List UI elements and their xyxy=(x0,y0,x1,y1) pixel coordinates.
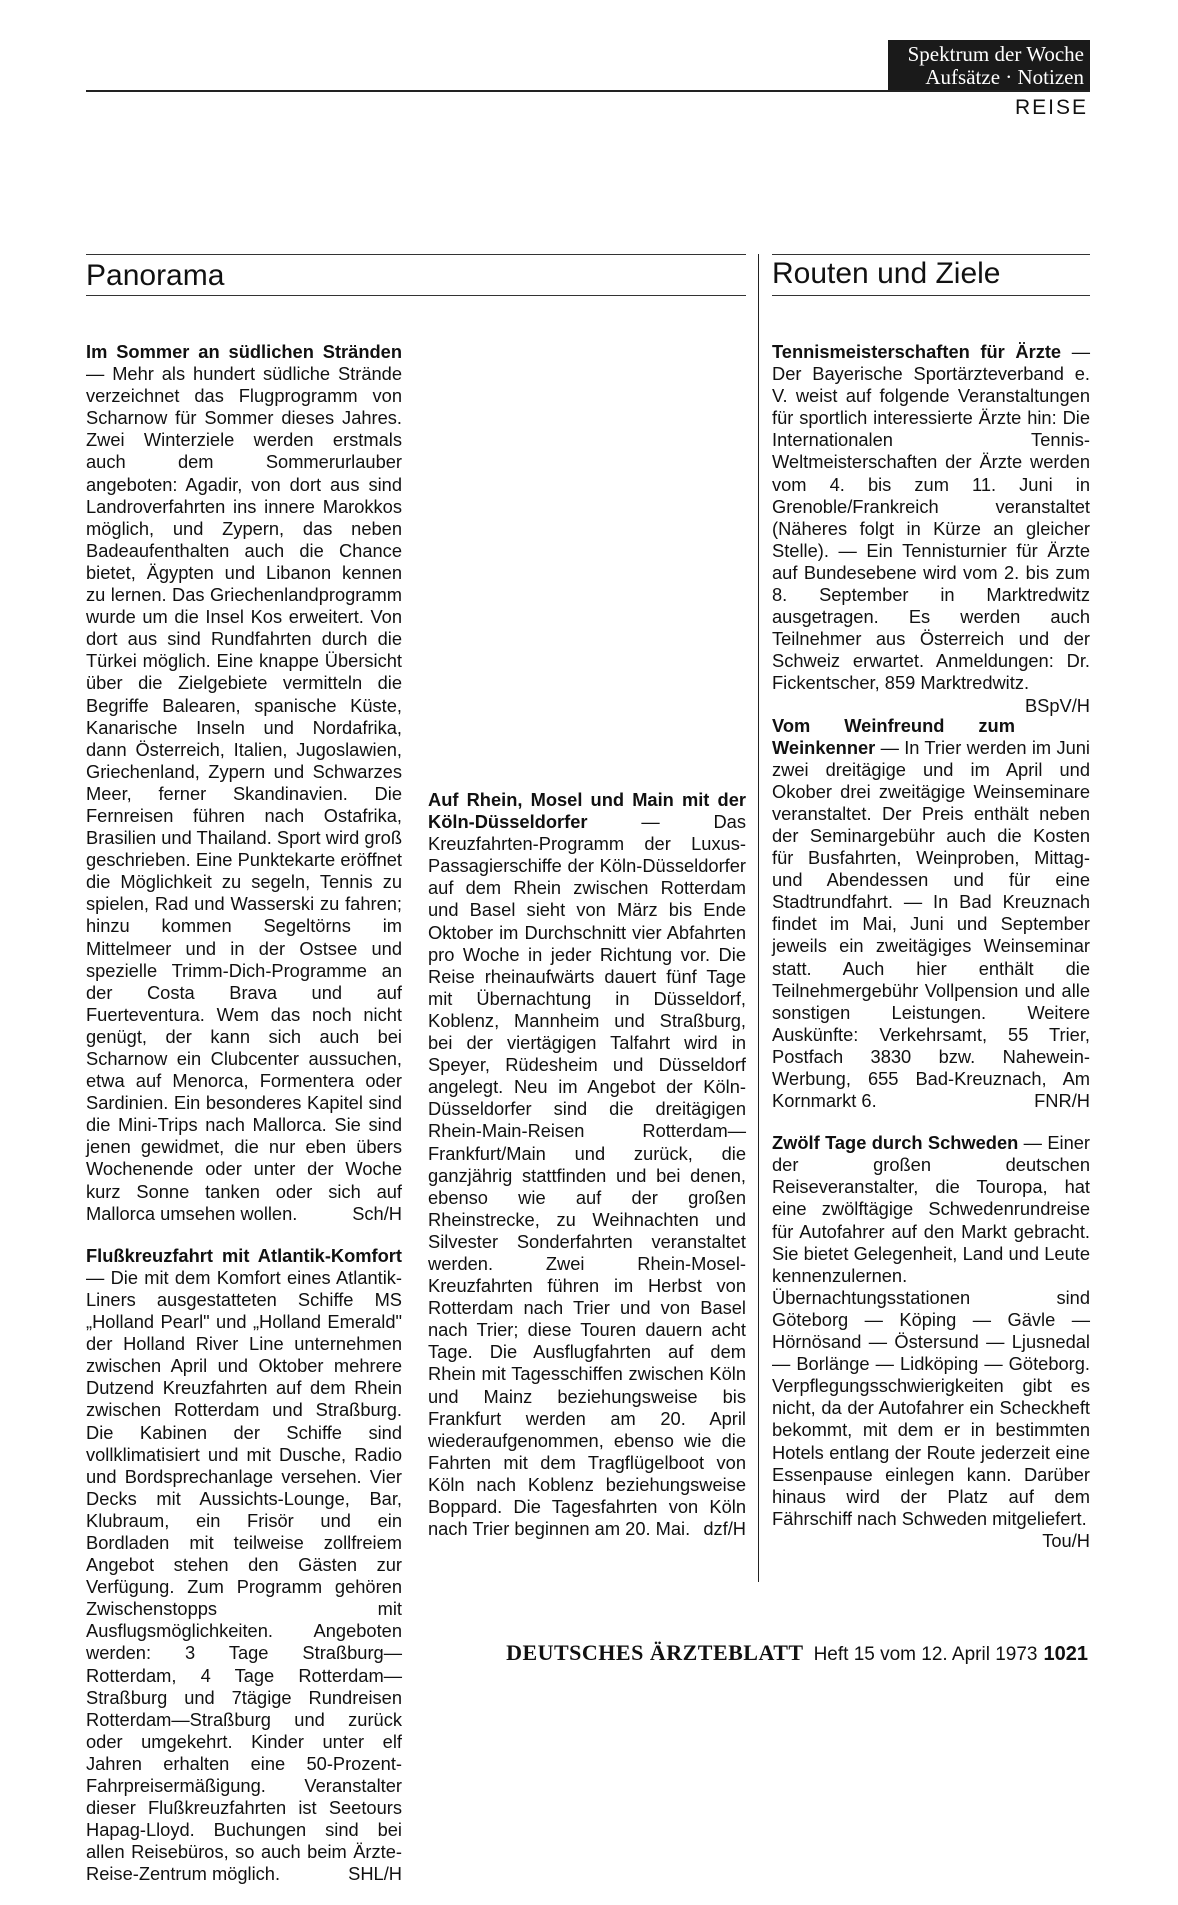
article-weinkenner: Vom Weinfreund zum Weinkenner — In Trier werden im Juni zwei dreitägige und im April und Okober drei zweitägige Weinseminare veranstaltet. Der Preis enthält neben der Seminargebühr auch die Kosten für Busfahrten, Weinproben, Mittag- und Abendessen und für eine Stadtrundfahrt. — In Bad Kreuznach findet im Mai, Juni und September jeweils ein zweitägiges Weinseminar statt. Auch hier enthält die Teilnehmergebühr Vollpension und alle sonstigen Leistungen. Weitere Auskünfte: Verkehrsamt, 55 Trier, Postfach 3830 bzw. Nahewein-Werbung, 655 Bad-Kreuznach, Am Kornmarkt 6. FNR/H xyxy=(772,714,1090,1112)
article-body: Mehr als hundert südliche Strände verzeichnet das Flugprogramm von Scharnow für Sommer dieses Jahres. Zwei Winterziele werden erstmals auch dem Sommerurlauber angeboten: Agadir, von dort aus sind Landroverfahrten ins innere Marokkos möglich, und Zypern, das neben Badeaufenthalten auch die Chance bietet, Ägypten und Libanon kennen zu lernen. Das Griechenlandprogramm wurde um die Insel Kos erweitert. Von dort aus sind Rundfahrten durch die Türkei möglich. Eine knappe Übersicht über die Zielgebiete vermitteln die Begriffe Balearen, spanische Küste, Kanarische Inseln und Nordafrika, dann Österreich, Italien, Jugoslawien, Griechenland, Zypern und Schwarzes Meer, ferner Skandinavien. Die Fernreisen führen nach Ostafrika, Brasilien und Thailand. Sport wird groß geschrieben. Eine Punktekarte eröffnet die Möglichkeit zu segeln, Tennis zu spielen, Rad und Wasserski zu fahren; hinzu kommen Segeltörns im Mittelmeer und in der Ostsee und spezielle Trimm-Dich-Programme an der Costa Brava und auf Fuerteventura. Wem das noch nicht genügt, der kann sich auch bei Scharnow ein Clubcenter aussuchen, etwa auf Menorca, Formentera oder Sardinien. Ein besonderes Kapitel sind die Mini-Trips nach Mallorca. Sie sind jenen gewidmet, die nur eben übers Wochenende oder unter der Woche kurz Sonne tanken oder sich auf Mallorca umsehen wollen. xyxy=(86,363,402,1224)
article-body: Der Bayerische Sportärzteverband e. V. weist auf folgende Veranstaltungen für sportlich interessierte Ärzte hin: Die Internationalen Tennis-Weltmeisterschaften der Ärzte werden vom 4. bis zum 11. Juni in Grenoble/Frankreich veranstaltet (Näheres folgt in Kürze an gleicher Stelle). — Ein Tennisturnier für Ärzte auf Bundesebene wird vom 2. bis zum 8. September in Marktredwitz ausgetragen. Es werden auch Teilnehmer aus Österreich und der Schweiz erwartet. Anmeldungen: Dr. Fickentscher, 859 Marktredwitz. xyxy=(772,363,1090,694)
routen-title: Routen und Ziele xyxy=(772,257,1001,290)
panorama-rule-bottom xyxy=(86,295,746,296)
article-headline: Tennismeisterschaften für Ärzte xyxy=(772,341,1062,362)
section-label-box xyxy=(888,40,1090,90)
article-tennis: Tennismeisterschaften für Ärzte — Der Bayerische Sportärzteverband e. V. weist auf folgende Veranstaltungen für sportlich interessierte Ärzte hin: Die Internationalen Tennis-Weltmeisterschaften der Ärzte werden vom 4. bis zum 11. Juni in Grenoble/Frankreich veranstaltet (Näheres folgt in Kürze an gleicher Stelle). — Ein Tennisturnier für Ärzte auf Bundesebene wird vom 2. bis zum 8. September in Marktredwitz ausgetragen. Es werden auch Teilnehmer aus Österreich und der Schweiz erwartet. Anmeldungen: Dr. Fickentscher, 859 Marktredwitz. BSpV/H xyxy=(772,341,1090,716)
article-body: Das Kreuzfahrten-Programm der Luxus-Passagierschiffe der Köln-Düsseldorfer auf dem Rhein zwischen Rotterdam und Basel sieht von März bis Ende Oktober im Durchschnitt vier Abfahrten pro Woche in jeder Richtung vor. Die Reise rheinaufwärts dauert fünf Tage mit Übernachtung in Düsseldorf, Koblenz, Mannheim und Straßburg, bei der viertägigen Talfahrt wird in Speyer, Rüdesheim und Düsseldorf angelegt. Neu im Angebot der Köln-Düsseldorfer sind die dreitägigen Rhein-Main-Reisen Rotterdam—Frankfurt/Main und zurück, die ganzjährig stattfinden und bei denen, ebenso wie auf der großen Rheinstrecke, zu Weihnachten und Silvester Sonderfahrten veranstaltet werden. Zwei Rhein-Mosel-Kreuzfahrten führen im Herbst von Rotterdam nach Trier und von Basel nach Trier; diese Touren dauern acht Tage. Die Ausflugfahrten auf dem Rhein mit Tagesschiffen zwischen Köln und Mainz beziehungsweise bis Frankfurt werden am 20. April wiederaufgenommen, ebenso wie die Fahrten mit dem Tragflügelboot von Köln nach Koblenz beziehungsweise Boppard. Die Tagesfahrten von Köln nach Trier beginnen am 20. Mai. xyxy=(428,811,746,1540)
category-label: REISE xyxy=(1014,96,1088,119)
panorama-title: Panorama xyxy=(86,259,225,292)
article-signature: BSpV/H xyxy=(1024,694,1090,716)
article-body: Einer der großen deutschen Reiseveranstalter, die Touropa, hat eine zwölftägige Schwedenrundreise für Autofahrer auf den Markt gebracht. Sie bietet Gelegenheit, Land und Leute kennenzulernen. Übernachtungsstationen sind Göteborg — Köping — Gävle — Hörnösand — Östersund — Ljusnedal — Borlänge — Lidköping — Göteborg. Verpflegungsschwierigkeiten gibt es nicht, da der Autofahrer ein Scheckheft bekommt, mit dem er in bestimmten Hotels entlang der Route jederzeit eine Essenpause einlegen kann. Darüber hinaus wird der Platz auf dem Fährschiff nach Schweden mitgeliefert. xyxy=(772,1132,1090,1529)
column-divider xyxy=(758,254,759,1582)
panorama-rule-top xyxy=(86,254,746,255)
article-signature: Tou/H xyxy=(1042,1529,1090,1551)
article-headline: Flußkreuzfahrt mit Atlantik-Komfort xyxy=(86,1244,402,1266)
section-label-line2: Aufsätze · Notizen xyxy=(925,65,1084,89)
article-headline: Im Sommer an südlichen Stränden xyxy=(86,341,402,362)
routen-column xyxy=(772,341,1090,1552)
page-number: 1021 xyxy=(1043,1643,1088,1665)
issue-info: Heft 15 vom 12. April 1973 xyxy=(813,1644,1038,1665)
panorama-column-2 xyxy=(428,789,746,1560)
journal-name: DEUTSCHES ÄRZTEBLATT xyxy=(506,1640,804,1665)
article-signature: dzf/H xyxy=(703,1518,746,1540)
page-footer xyxy=(506,1641,1088,1667)
header-rule xyxy=(86,90,1090,92)
article-body: In Trier werden im Juni zwei dreitägige und im April und Okober drei zweitägige Weinseminare veranstaltet. Der Preis enthält neben der Seminargebühr auch die Kosten für Busfahrten, Weinproben, Mittag- und Abendessen und für eine Stadtrundfahrt. — In Bad Kreuznach findet im Mai, Juni und September jeweils ein zweitägiges Weinseminar statt. Auch hier enthält die Teilnehmergebühr Vollpension und alle sonstigen Leistungen. Weitere Auskünfte: Verkehrsamt, 55 Trier, Postfach 3830 bzw. Nahewein-Werbung, 655 Bad-Kreuznach, Am Kornmarkt 6. xyxy=(772,736,1090,1112)
article-signature: Sch/H xyxy=(352,1202,402,1224)
routen-rule-bottom xyxy=(772,295,1090,296)
article-suedliche-straende: Im Sommer an südlichen Stränden — Mehr als hundert südliche Strände verzeichnet das Flugprogramm von Scharnow für Sommer dieses Jahres. Zwei Winterziele werden erstmals auch dem Sommerurlauber angeboten: Agadir, von dort aus sind Landroverfahrten ins innere Marokkos möglich, und Zypern, das neben Badeaufenthalten auch die Chance bietet, Ägypten und Libanon kennen zu lernen. Das Griechenlandprogramm wurde um die Insel Kos erweitert. Von dort aus sind Rundfahrten durch die Türkei möglich. Eine knappe Übersicht über die Zielgebiete vermitteln die Begriffe Balearen, spanische Küste, Kanarische Inseln und Nordafrika, dann Österreich, Italien, Jugoslawien, Griechenland, Zypern und Schwarzes Meer, ferner Skandinavien. Die Fernreisen führen nach Ostafrika, Brasilien und Thailand. Sport wird groß geschrieben. Eine Punktekarte eröffnet die Möglichkeit zu segeln, Tennis zu spielen, Rad und Wasserski zu fahren; hinzu kommen Segeltörns im Mittelmeer und in der Ostsee und spezielle Trimm-Dich-Programme an der Costa Brava und auf Fuerteventura. Wem das noch nicht genügt, der kann sich auch bei Scharnow ein Clubcenter aussuchen, etwa auf Menorca, Formentera oder Sardinien. Ein besonderes Kapitel sind die Mini-Trips nach Mallorca. Sie sind jenen gewidmet, die nur eben übers Wochenende oder unter der Woche kurz Sonne tanken oder sich auf Mallorca umsehen wollen. Sch/H xyxy=(86,341,402,1224)
routen-rule-top xyxy=(772,254,1090,255)
article-signature: SHL/H xyxy=(348,1863,402,1885)
article-headline: Zwölf Tage durch Schweden xyxy=(772,1132,1019,1154)
article-headline: Vom Weinfreund zum Weinkenner xyxy=(772,714,1015,758)
panorama-column-1 xyxy=(86,341,402,1905)
article-schweden: Zwölf Tage durch Schweden — Einer der großen deutschen Reiseveranstalter, die Touropa, hat eine zwölftägige Schwedenrundreise für Autofahrer auf den Markt gebracht. Sie bietet Gelegenheit, Land und Leute kennenzulernen. Übernachtungsstationen sind Göteborg — Köping — Gävle — Hörnösand — Östersund — Ljusnedal — Borlänge — Lidköping — Göteborg. Verpflegungsschwierigkeiten gibt es nicht, da der Autofahrer ein Scheckheft bekommt, mit dem er in bestimmten Hotels entlang der Route jederzeit eine Essenpause einlegen kann. Darüber hinaus wird der Platz auf dem Fährschiff nach Schweden mitgeliefert. Tou/H xyxy=(772,1132,1090,1551)
article-flusskreuzfahrt: Flußkreuzfahrt mit Atlantik-Komfort — Die mit dem Komfort eines Atlantik-Liners ausgestatteten Schiffe MS „Holland Pearl" und „Holland Emerald" der Holland River Line unternehmen zwischen April und Oktober mehrere Dutzend Kreuzfahrten auf dem Rhein zwischen Rotterdam und Straßburg. Die Kabinen der Schiffe sind vollklimatisiert und mit Dusche, Radio und Bordsprechanlage versehen. Vier Decks mit Aussichts-Lounge, Bar, Klubraum, ein Frisör und ein Bordladen mit teilweise zollfreiem Angebot stehen den Gästen zur Verfügung. Zum Programm gehören Zwischenstopps mit Ausflugsmöglichkeiten. Angeboten werden: 3 Tage Straßburg—Rotterdam, 4 Tage Rotterdam—Straßburg und 7tägige Rundreisen Rotterdam—Straßburg und zurück oder umgekehrt. Kinder unter elf Jahren erhalten eine 50-Prozent-Fahrpreisermäßigung. Veranstalter dieser Flußkreuzfahrten ist Seetours Hapag-Lloyd. Buchungen sind bei allen Reisebüros, so auch beim Ärzte-Reise-Zentrum möglich. SHL/H xyxy=(86,1244,402,1885)
section-label-line1: Spektrum der Woche xyxy=(907,42,1084,66)
article-headline: Auf Rhein, Mosel und Main mit der Köln-Düsseldorfer xyxy=(428,789,746,833)
article-rhein-mosel-main: Auf Rhein, Mosel und Main mit der Köln-Düsseldorfer — Das Kreuzfahrten-Programm der Luxus-Passagierschiffe der Köln-Düsseldorfer auf dem Rhein zwischen Rotterdam und Basel sieht von März bis Ende Oktober im Durchschnitt vier Abfahrten pro Woche in jeder Richtung vor. Die Reise rheinaufwärts dauert fünf Tage mit Übernachtung in Düsseldorf, Koblenz, Mannheim und Straßburg, bei der viertägigen Talfahrt wird in Speyer, Rüdesheim und Düsseldorf angelegt. Neu im Angebot der Köln-Düsseldorfer sind die dreitägigen Rhein-Main-Reisen Rotterdam—Frankfurt/Main und zurück, die ganzjährig stattfinden und bei denen, ebenso wie auf der großen Rheinstrecke, zu Weihnachten und Silvester Sonderfahrten veranstaltet werden. Zwei Rhein-Mosel-Kreuzfahrten führen im Herbst von Rotterdam nach Trier und von Basel nach Trier; diese Touren dauern acht Tage. Die Ausflugfahrten auf dem Rhein mit Tagesschiffen zwischen Köln und Mainz beziehungsweise bis Frankfurt werden am 20. April wiederaufgenommen, ebenso wie die Fahrten mit dem Tragflügelboot von Köln nach Koblenz beziehungsweise Boppard. Die Tagesfahrten von Köln nach Trier beginnen am 20. Mai. dzf/H xyxy=(428,789,746,1540)
article-signature: FNR/H xyxy=(1034,1090,1090,1112)
article-body: Die mit dem Komfort eines Atlantik-Liners ausgestatteten Schiffe MS „Holland Pearl" und „Holland Emerald" der Holland River Line unternehmen zwischen April und Oktober mehrere Dutzend Kreuzfahrten auf dem Rhein zwischen Rotterdam und Straßburg. Die Kabinen der Schiffe sind vollklimatisiert und mit Dusche, Radio und Bordsprechanlage versehen. Vier Decks mit Aussichts-Lounge, Bar, Klubraum, ein Frisör und ein Bordladen mit teilweise zollfreiem Angebot stehen den Gästen zur Verfügung. Zum Programm gehören Zwischenstopps mit Ausflugsmöglichkeiten. Angeboten werden: 3 Tage Straßburg—Rotterdam, 4 Tage Rotterdam—Straßburg und 7tägige Rundreisen Rotterdam—Straßburg und zurück oder umgekehrt. Kinder unter elf Jahren erhalten eine 50-Prozent-Fahrpreisermäßigung. Veranstalter dieser Flußkreuzfahrten ist Seetours Hapag-Lloyd. Buchungen sind bei allen Reisebüros, so auch beim Ärzte-Reise-Zentrum möglich. xyxy=(86,1266,402,1885)
